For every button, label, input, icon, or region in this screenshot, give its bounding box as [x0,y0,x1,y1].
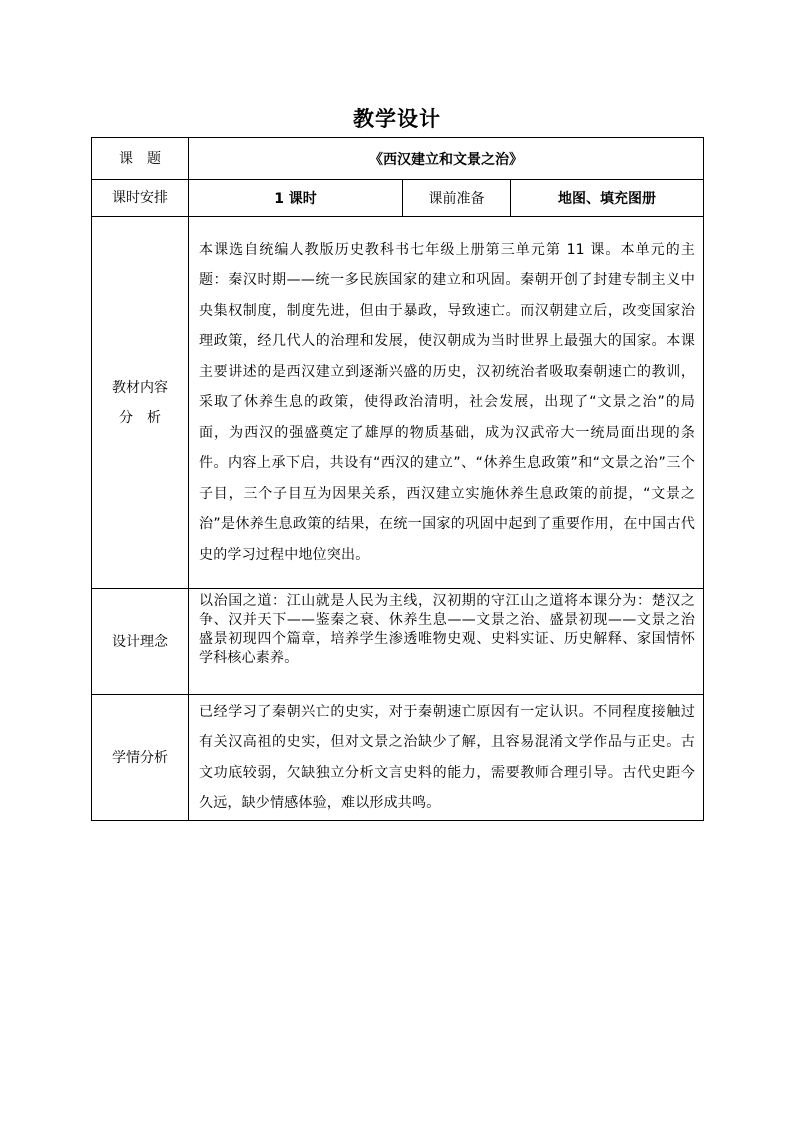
material-analysis-label [92,217,189,589]
design-concept-text: 以治国之道：江山就是人民为主线，汉初期的守江山之道将本课分为：楚汉之争、汉并天下——鉴秦之衰、休养生息——文景之治、盛景初现——文景之治盛景初现四个篇章，培养学生渗透唯物史观、史料实证、历史解释、家国情怀学科核心素养。 [189,589,704,695]
document-title: 教学设计 [353,107,441,131]
row-design-concept [92,589,704,695]
prep-value: 地图、填充图册 [511,180,704,217]
schedule-value: 1 课时 [189,180,403,217]
student-analysis-text: 已经学习了秦朝兴亡的史实，对于秦朝速亡原因有一定认识。不同程度接触过有关汉高祖的史实，但对文景之治缺少了解，且容易混淆文学作品与正史。古文功底较弱，欠缺独立分析文言史料的能力，需要教师合理引导。古代史距今久远，缺少情感体验，难以形成共鸣。 [189,695,704,821]
row-student-analysis [92,695,704,821]
row-schedule [92,180,704,217]
row-topic [92,138,704,180]
topic-label: 课 题 [92,138,189,180]
prep-label: 课前准备 [403,180,511,217]
material-analysis-text: 本课选自统编人教版历史教科书七年级上册第三单元第 11 课。本单元的主题：秦汉时期——统一多民族国家的建立和巩固。秦朝开创了封建专制主义中央集权制度，制度先进，但由于暴政，导致速亡。而汉朝建立后，改变国家治理政策，经几代人的治理和发展，使汉朝成为当时世界上最强大的国家。本课主要讲述的是西汉建立到逐渐兴盛的历史，汉初统治者吸取秦朝速亡的教训，采取了休养生息的政策，使得政治清明，社会发展，出现了“文景之治”的局面，为西汉的强盛奠定了雄厚的物质基础，成为汉武帝大一统局面出现的条件。内容上承下启，共设有“西汉的建立”、“休养生息政策”和“文景之治”三个子目，三个子目互为因果关系，西汉建立实施休养生息政策的前提，“文景之治”是休养生息政策的结果，在统一国家的巩固中起到了重要作用，在中国古代史的学习过程中地位突出。 [189,217,704,589]
material-analysis-label-line2: 分 析 [119,409,161,426]
schedule-label: 课时安排 [92,180,189,217]
topic-value: 《西汉建立和文景之治》 [189,138,704,180]
material-analysis-label-line1: 教材内容 [112,379,168,396]
lesson-plan-table [91,137,704,821]
student-analysis-label: 学情分析 [92,695,189,821]
row-material-analysis [92,217,704,589]
design-concept-label: 设计理念 [92,589,189,695]
